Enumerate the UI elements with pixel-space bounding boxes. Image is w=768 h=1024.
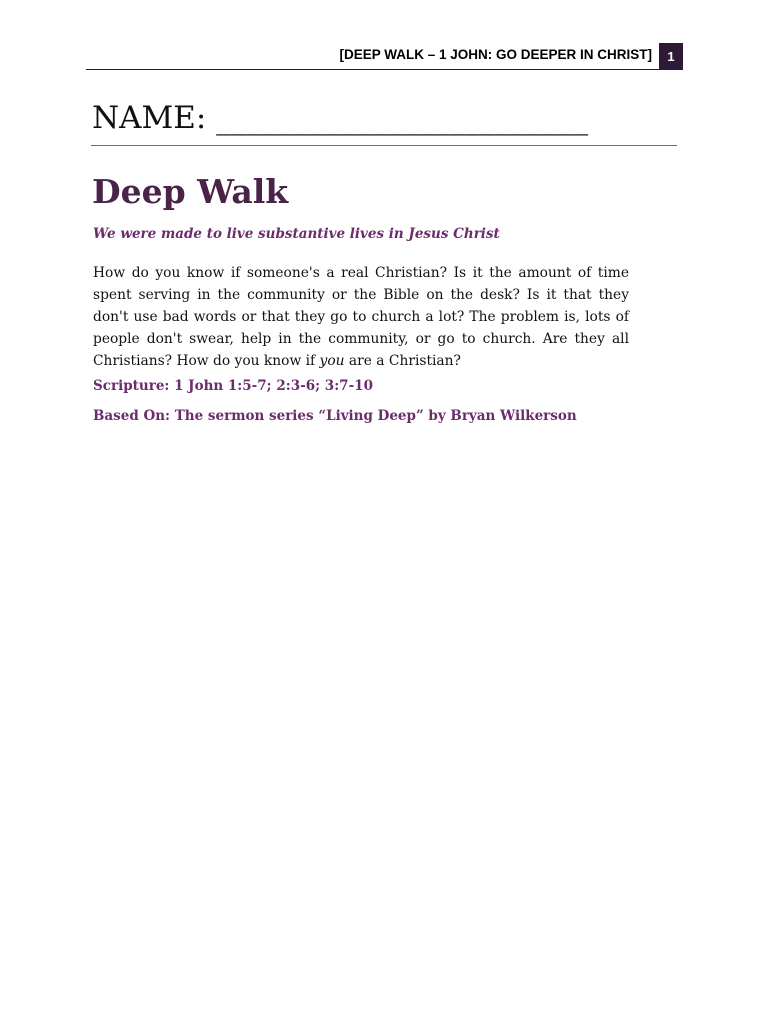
page-number: 1 xyxy=(659,43,683,70)
based-on-credit: Based On: The sermon series “Living Deep” by Bryan Wilkerson xyxy=(93,408,577,424)
intro-text-start: How do you know if someone's a real Christian? Is it the amount of time spent serving in the community or the Bible on the desk? Is it that they don't use bad words or that they go to church a lot? The problem is, lots of people don't swear, help in the community, or go to church. Are they all Christians? How do you know if xyxy=(93,265,629,369)
name-field-label: NAME: ________________________ xyxy=(92,100,589,136)
scripture-reference: Scripture: 1 John 1:5-7; 2:3-6; 3:7-10 xyxy=(93,378,373,394)
intro-text-end: are a Christian? xyxy=(344,353,461,369)
intro-paragraph xyxy=(93,262,629,372)
header-divider xyxy=(86,69,659,70)
intro-text-emphasis: you xyxy=(319,353,345,369)
page-title: Deep Walk xyxy=(92,172,289,211)
running-header: [DEEP WALK – 1 JOHN: GO DEEPER IN CHRIST] xyxy=(339,47,652,62)
page-subtitle: We were made to live substantive lives in Jesus Christ xyxy=(93,226,500,242)
name-divider xyxy=(91,145,677,146)
